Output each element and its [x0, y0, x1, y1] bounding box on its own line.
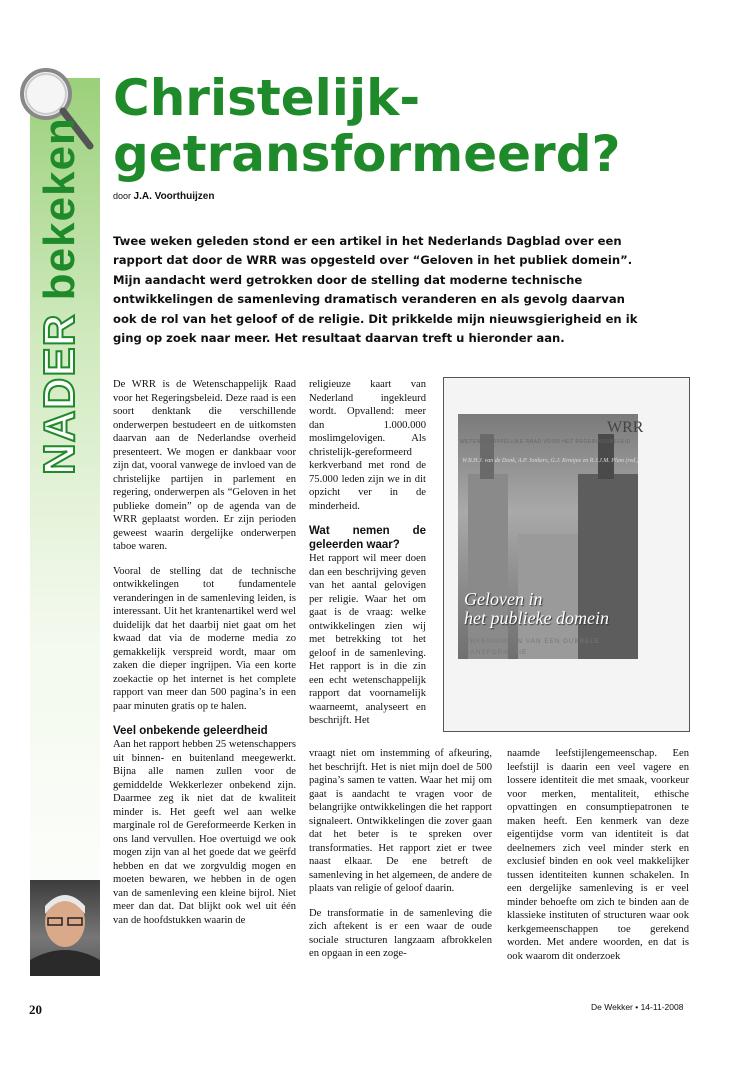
column-2: [309, 378, 426, 739]
report-cover-image: [443, 377, 690, 732]
paragraph: Het rapport wil meer doen dan een beschrijving geven van het aantal gelovigen per religie. Waar het om gaat is de vraag: welke ontwikkelingen zien wij met betrekking tot het geloof in de samenleving. Het rapport is in die zin een echt wetenschappelijk rapport dat voornamelijk waarneemt, analyseert en beschrijft. Het: [309, 553, 426, 726]
cover-title-line-2: het publieke domein: [464, 608, 609, 628]
paragraph: vraagt niet om instemming of afkeuring, het beschrijft. Het is niet mijn doel de 500 pagina’s samen te vatten. Waar het mij om gaat is aandacht te vragen voor de belangrijke ontwikkelingen die het rapport signaleert. Ontwikkelingen die zover gaan dat het beter is te spreken over transformaties. Het rapport ziet er twee naast elkaar. De ene betreft de samenleving in het algemeen, de andere de plaats van religie of geloof daarin.: [309, 748, 492, 894]
publication-footer: De Wekker • 14-11-2008: [591, 1002, 684, 1012]
section-label-word2: bekeken: [35, 117, 84, 301]
section-label: [35, 117, 85, 475]
cover-subtitle: [460, 636, 600, 658]
cover-title: [464, 590, 609, 628]
paragraph: religieuze kaart van Nederland ingekleurd wordt. Opvallend: meer dan 1.000.000 moslimgelovigen. Als christelijk-gereformeerd kerkverband met rond de 75.000 leden zijn we in dit opzicht ver in de minderheid.: [309, 379, 426, 512]
title-line-1: Christelijk-: [113, 69, 421, 127]
cover-subtitle-line-1: VERKENNINGEN VAN EEN DUBBELE: [460, 638, 601, 645]
author-photo: [30, 880, 100, 976]
column-1: [113, 378, 296, 938]
cover-title-line-1: Geloven in: [464, 589, 543, 609]
title-line-2: getransformeerd?: [113, 125, 621, 183]
byline-prefix: door: [113, 191, 132, 201]
page-number: 20: [29, 1002, 42, 1017]
column-2-continued: [309, 747, 492, 972]
cover-subhead: WETENSCHAPPELIJKE RAAD VOOR HET REGERINGSBELEID: [460, 439, 631, 445]
article-title: [113, 70, 713, 182]
paragraph: Aan het rapport hebben 25 wetenschappers uit binnen- en buitenland meegewerkt. Bijna alle namen zullen voor de gemiddelde Wekkerlezer onbekend zijn. Daarmee zeg ik niet dat de kwaliteit minder is. Het geeft wel aan welke marginale rol de Gereformeerde Kerken in ons land vervullen. Hoe overtuigd we ook mogen zijn van al het goede dat we geërfd hebben en dat we zorgvuldig mogen en moeten bewaren, we hebben in de ogen van de samenleving een kleine bijrol. Niet meer dan dat. Dat blijkt ook wel uit één van de hoofdstukken waarin de: [113, 739, 296, 926]
subheading: Wat nemen de geleerden waar?: [309, 525, 426, 551]
cover-logo: WRR: [607, 419, 644, 436]
column-3: [507, 747, 689, 974]
paragraph: Vooral de stelling dat de technische ontwikkelingen tot fundamentele veranderingen in de samenleving leiden, is interessant. Uit het krantenartikel werd wel duidelijk dat het daarbij niet gaat om het kwaad dat via de moderne media zo gemakkelijk verspreid wordt, maar om zaken die dieper ingrijpen. Via een korte zoekactie op het internet is het complete rapport van meer dan 500 pagina’s in een paar minuten gratis op te halen.: [113, 565, 296, 712]
paragraph: naamde leefstijlengemeenschap. Een leefstijl is daarin een veel vagere en lossere identiteit die met smaak, voorkeur voor merken, mentaliteit, ethische opvattingen en consumptiepatronen te maken heeft. Een kenmerk van deze eigentijdse vorm van identiteit is dat deelnemers zich veel minder sterk en exclusief binden en ook veel makkelijker tussen identiteiten kunnen schakelen. In een dergelijke samenleving is er veel minder behoefte om zich te binden aan de klassieke instituten of structuren waar ook kerkgemeenschappen toe gerekend worden. Met andere woorden, en dat is ook waarom dit onderzoek: [507, 748, 689, 962]
subheading: Veel onbekende geleerdheid: [113, 725, 268, 737]
byline-author: J.A. Voorthuijzen: [133, 191, 215, 202]
cover-subtitle-line-2: TRANSFORMATIE: [460, 649, 528, 656]
cover-authors: W.B.H.J. van de Donk, A.P. Jonkers, G.J. Kronjee en R.J.J.M. Plum (red.): [462, 458, 639, 464]
author-portrait-icon: [30, 880, 100, 976]
byline: [113, 191, 214, 202]
paragraph: De WRR is de Wetenschappelijk Raad voor het Regeringsbeleid. Deze raad is een soort denktank die verschillende onderwerpen bestudeert en de uitkomsten daarvan aan de Nederlandse overheid presenteert. We mogen er dankbaar voor zijn dat, vooral vanwege de invloed van de christelijke partijen in parlement en regering, onderwerpen als “Geloven in het publieke domein” op de agenda van de WRR geplaatst worden. Er zijn perioden geweest waarin dergelijke onderwerpen taboe waren.: [113, 379, 296, 552]
paragraph: De transformatie in de samenleving die zich aftekent is er een waar de oude sociale structuren langzaam afbrokkelen en opgaan in een zoge-: [309, 907, 492, 959]
section-label-word1: NADER: [35, 313, 84, 475]
intro-paragraph: Twee weken geleden stond er een artikel in het Nederlands Dagblad over een rapport dat door de WRR was opgesteld over “Geloven in het publiek domein”. Mijn aandacht werd getrokken door de stelling dat moderne technische ontwikkelingen de samenleving dramatisch veranderen en als gevolg daarvan ook de rol van het geloof of de religie. Dit prikkelde mijn nieuwsgierigheid en ik ging op zoek naar meer. Het resultaat daarvan treft u hieronder aan.: [113, 234, 638, 346]
